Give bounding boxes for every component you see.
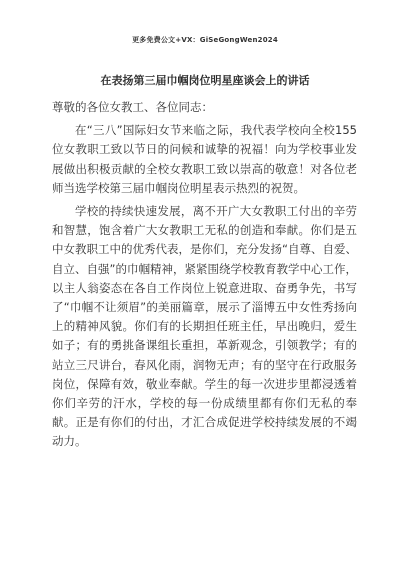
salutation: 尊敬的各位女教工、各位同志： [52, 100, 213, 114]
paragraph-2: 学校的持续快速发展，离不开广大女教职工付出的辛劳和智慧，饱含着广大女教职工无私的创造和奉献。你们是五中女教职工中的优秀代表，是你们，充分发扬“自尊、自爱、自立、自强”的巾帼精神，紧紧围绕学校教育教学中心工作，以主人翁姿态在各自工作岗位上锐意进取、奋勇争先，书写了“巾帼不让须眉”的美丽篇章，展示了淄博五中女性秀扬向上的精神风貌。你们有的长期担任班主任，早出晚归，爱生如子；有的勇挑备课组长重担，革新观念，引领教学；有的站立三尺讲台，春风化雨，润物无声；有的坚守在行政服务岗位，保障有效，敬业奉献。学生的每一次进步里都浸透着你们辛劳的汗水，学校的每一份成绩里都有你们无私的奉献。正是有你们的付出，才汇合成促进学校持续发展的不竭动力。 [52, 204, 357, 449]
document-body [52, 98, 357, 452]
document-title: 在表扬第三届巾帼岗位明星座谈会上的讲话 [100, 74, 310, 87]
header-watermark: 更多免费公文+VX：GiSeGongWen2024 [132, 36, 278, 44]
paragraph-1: 在“三八”国际妇女节来临之际，我代表学校向全校155位女教职工致以节日的问候和诚挚的祝福！向为学校事业发展做出积极贡献的全校女教职工致以崇高的敬意！对各位老师当选学校第三届巾帼岗位明星表示热烈的祝贺。 [52, 123, 357, 195]
